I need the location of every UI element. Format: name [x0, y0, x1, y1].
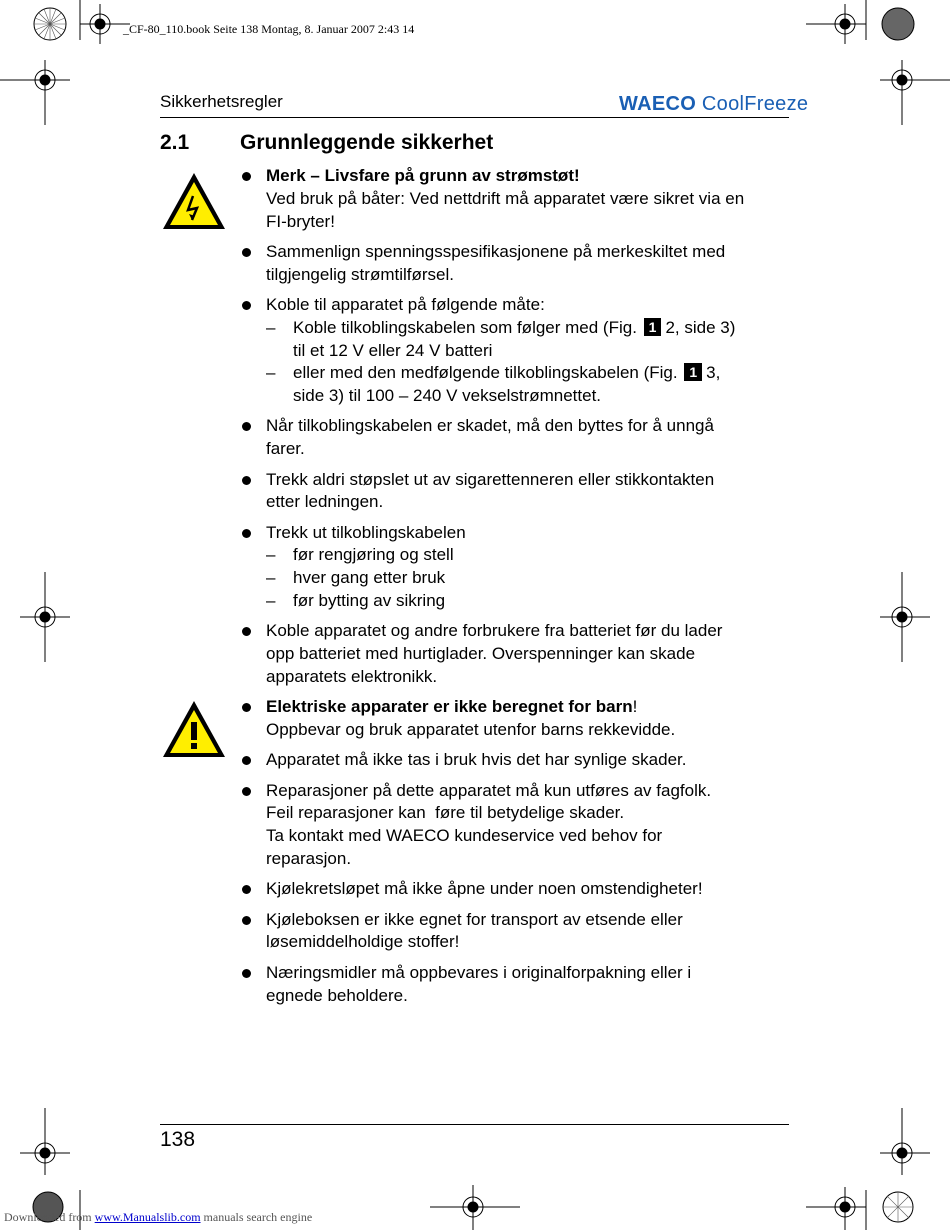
item-text: Ta kontakt med WAECO kundeservice ved behov for [266, 826, 663, 846]
list-item [240, 878, 800, 901]
item-text: Næringsmidler må oppbevares i originalforpakning eller i [266, 962, 692, 982]
bullet-icon [240, 469, 266, 515]
item-text: farer. [266, 439, 305, 459]
sub-item: – Koble tilkoblingskabelen som følger med (Fig. 1 2, side 3) til et 12 V eller 24 V batteri [266, 317, 800, 363]
footer-suffix: manuals search engine [200, 1210, 313, 1224]
bullet-icon [240, 294, 266, 408]
list-item [240, 909, 800, 955]
sub-text: før rengjøring og stell [293, 545, 454, 565]
sub-text: side 3) til 100 – 240 V vekselstrømnettet. [293, 386, 602, 406]
section-title: Grunnleggende sikkerhet [240, 131, 494, 154]
sub-item: – før bytting av sikring [266, 590, 800, 613]
section-header: Sikkerhetsregler [160, 92, 283, 111]
list-item [240, 469, 800, 515]
bullet-icon [240, 522, 266, 613]
item-text: Kjøleboksen er ikke egnet for transport av etsende eller [266, 909, 683, 929]
item-text: Koble apparatet og andre forbrukere fra batteriet før du lader [266, 621, 723, 641]
item-text: Oppbevar og bruk apparatet utenfor barns rekkevidde. [266, 720, 676, 740]
bullet-icon [240, 165, 266, 233]
bullet-icon [240, 962, 266, 1008]
list-item [240, 749, 800, 772]
item-text: etter ledningen. [266, 492, 384, 512]
item-text: Apparatet må ikke tas i bruk hvis det har synlige skader. [266, 750, 687, 770]
brand-logo [619, 93, 808, 116]
general-warning-icon [160, 698, 228, 760]
print-header: _CF-80_110.book Seite 138 Montag, 8. Januar 2007 2:43 14 [123, 22, 415, 36]
sub-text: 2, side 3) [665, 317, 736, 337]
bullet-icon [240, 241, 266, 287]
item-text: reparasjon. [266, 849, 352, 869]
list-item [240, 780, 800, 871]
item-text: tilgjengelig strømtilførsel. [266, 264, 454, 284]
item-text: FI-bryter! [266, 211, 335, 231]
safety-list [240, 165, 800, 1015]
item-text: Når tilkoblingskabelen er skadet, må den byttes for å unngå [266, 416, 714, 436]
sub-text: før bytting av sikring [293, 591, 446, 611]
sub-text: 3, [706, 363, 721, 383]
sub-text: til et 12 V eller 24 V batteri [293, 340, 493, 360]
sub-item: – før rengjøring og stell [266, 544, 800, 567]
bullet-icon [240, 749, 266, 772]
item-text: opp batteriet med hurtiglader. Overspenninger kan skade [266, 644, 696, 664]
bullet-icon [240, 780, 266, 871]
bullet-icon [240, 878, 266, 901]
list-item [240, 522, 800, 613]
list-item [240, 294, 800, 408]
bullet-icon [240, 620, 266, 688]
page-number: 138 [160, 1128, 196, 1151]
electric-shock-warning-icon [160, 170, 228, 232]
item-text: løsemiddelholdige stoffer! [266, 932, 460, 952]
item-text: apparatets elektronikk. [266, 666, 438, 686]
item-text: ! [632, 697, 638, 717]
list-item [240, 415, 800, 461]
section-heading [160, 131, 493, 155]
footer-prefix: Downloaded from [4, 1210, 95, 1224]
list-item [240, 165, 800, 233]
item-text: Trekk aldri støpslet ut av sigarettenneren eller stikkontakten [266, 469, 715, 489]
item-text: Trekk ut tilkoblingskabelen [266, 522, 466, 542]
figure-badge: 1 [684, 363, 702, 381]
item-text: Kjølekretsløpet må ikke åpne under noen omstendigheter! [266, 879, 703, 899]
item-text: Koble til apparatet på følgende måte: [266, 294, 545, 314]
item-text: Ved bruk på båter: Ved nettdrift må apparatet være sikret via en [266, 188, 745, 208]
item-text: Sammenlign spenningsspesifikasjonene på merkeskiltet med [266, 241, 726, 261]
list-item [240, 241, 800, 287]
bullet-icon [240, 415, 266, 461]
list-item [240, 620, 800, 688]
item-text: Feil reparasjoner kan føre til betydelige skader. [266, 803, 625, 823]
header-rule [160, 117, 789, 118]
manualslib-link[interactable]: www.Manualslib.com [94, 1210, 201, 1224]
bullet-icon [240, 909, 266, 955]
figure-badge: 1 [644, 318, 662, 336]
footer-rule [160, 1124, 789, 1125]
download-footer [4, 1210, 312, 1225]
sub-text: Koble tilkoblingskabelen som følger med (Fig. [293, 317, 637, 337]
sub-text: hver gang etter bruk [293, 568, 446, 588]
sub-item: – hver gang etter bruk [266, 567, 800, 590]
sub-item: – eller med den medfølgende tilkoblingskabelen (Fig. 1 3, side 3) til 100 – 240 V vekselstrømnettet. [266, 362, 800, 408]
sub-text: eller med den medfølgende tilkoblingskabelen (Fig. [293, 363, 678, 383]
item-text: egnede beholdere. [266, 985, 408, 1005]
bullet-icon [240, 696, 266, 742]
logo-product: CoolFreeze [701, 93, 809, 115]
item-text: Reparasjoner på dette apparatet må kun utføres av fagfolk. [266, 780, 712, 800]
section-number: 2.1 [160, 131, 190, 154]
logo-brand: WAECO [619, 93, 697, 115]
registration-rosette-icon [34, 8, 66, 40]
item-heading: Merk – Livsfare på grunn av strømstøt! [266, 166, 580, 185]
item-heading: Elektriske apparater er ikke beregnet for barn [266, 697, 633, 717]
list-item [240, 962, 800, 1008]
list-item [240, 696, 800, 742]
